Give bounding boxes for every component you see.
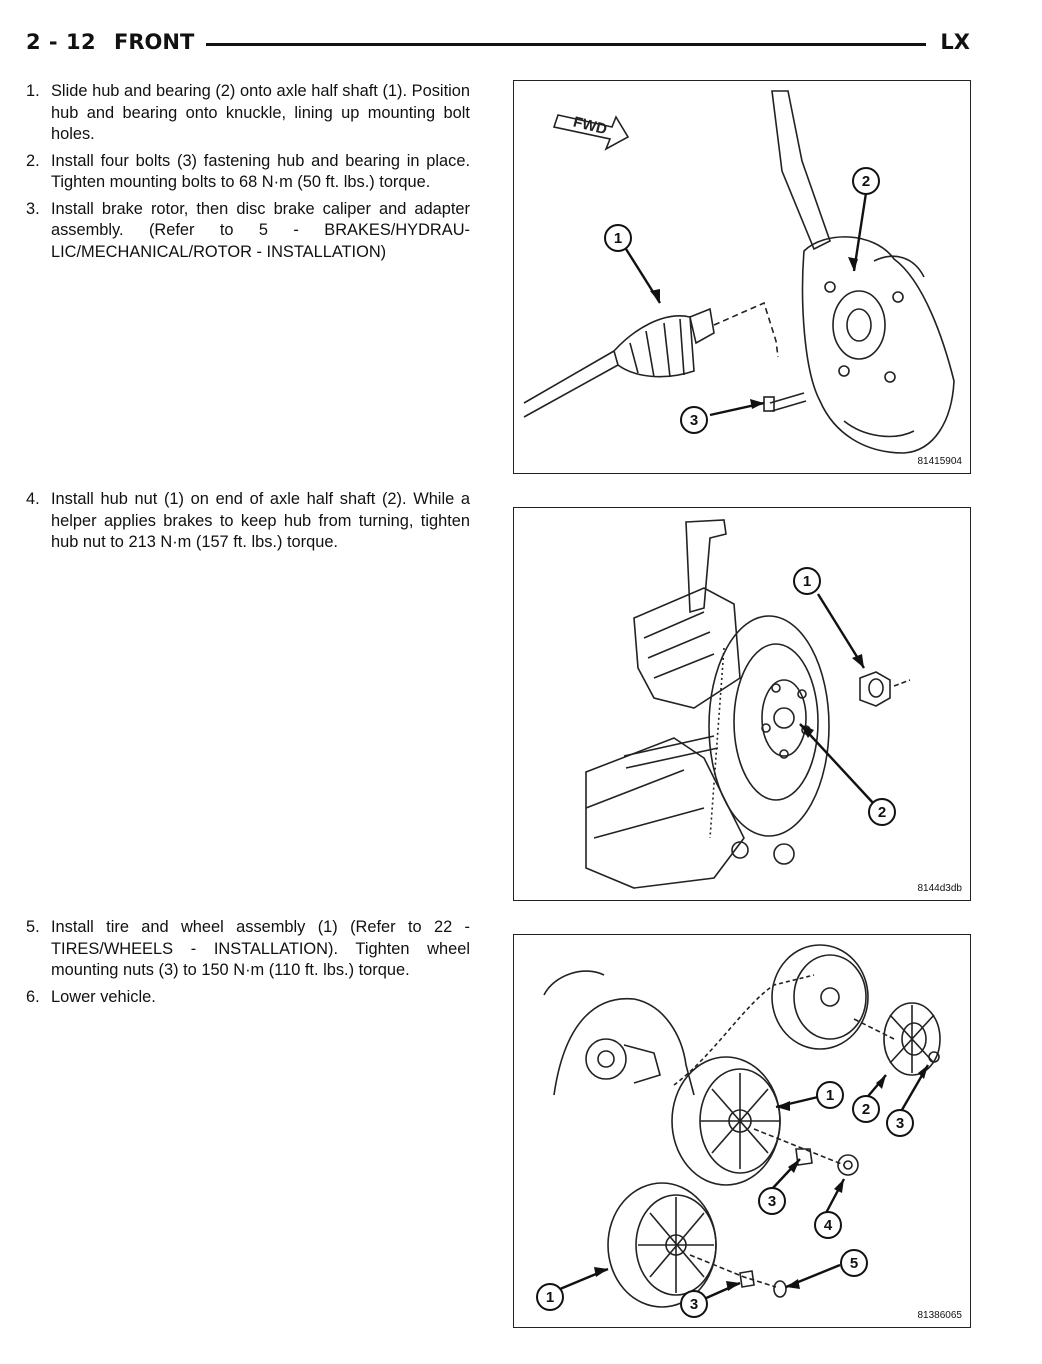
figure-id: 81386065: [917, 1310, 962, 1321]
hub-nut: [860, 672, 890, 706]
svg-text:3: 3: [895, 1115, 905, 1132]
step-item: [26, 917, 470, 982]
step-text: Install four bolts (3) fastening hub and bearing in place. Tighten mounting bolts to 68 N·m (50 ft. lbs.) torque.: [51, 151, 470, 191]
center-cap: [838, 1155, 858, 1175]
step-item: [26, 987, 470, 1009]
model-code: LX: [940, 30, 970, 54]
svg-text:5: 5: [849, 1255, 859, 1272]
svg-text:4: 4: [823, 1217, 833, 1234]
step-text: Install tire and wheel assembly (1) (Refer to 22 - TIRES/WHEELS - INSTALLATION). Tighten wheel mounting nuts (3) to 150 N·m (110 ft. lbs.) torque.: [51, 918, 470, 979]
wheel-top: [772, 945, 868, 1049]
brake-caliper: [634, 588, 740, 708]
step-number: 2.: [26, 151, 40, 170]
vehicle-hub: [586, 1039, 626, 1079]
step-item: [26, 489, 470, 554]
svg-text:2: 2: [861, 1101, 871, 1118]
step-number: 6.: [26, 987, 40, 1006]
knuckle-arm: [772, 91, 830, 249]
page-header: [26, 30, 970, 58]
step-text: Lower vehicle.: [51, 987, 156, 1006]
step-number: 4.: [26, 490, 40, 508]
step-text: Install hub nut (1) on end of axle half shaft (2). While a helper applies brakes to keep hub from turning, tighten hub nut to 213 N·m (157 ft. lbs.) torque.: [51, 490, 470, 551]
step-number: 5.: [26, 918, 40, 936]
figure-hub-nut-install: [513, 507, 971, 901]
axle-shaft: [524, 351, 618, 417]
step-text: Install brake rotor, then disc brake caliper and adapter assembly. (Refer to 5 - BRAKES/HYDRAU-LIC/MECHANICAL/ROTOR - INSTALLATION): [51, 199, 470, 261]
fender: [554, 999, 694, 1095]
svg-text:3: 3: [689, 1296, 699, 1313]
lower-control-arm: [586, 738, 744, 888]
step-item: [26, 81, 470, 146]
step-number: 3.: [26, 199, 40, 218]
svg-text:2: 2: [861, 173, 871, 190]
svg-text:3: 3: [689, 412, 699, 429]
hub-bearing: [833, 291, 885, 359]
steering-knuckle: [803, 237, 954, 453]
page-number: 2 - 12: [26, 30, 97, 54]
svg-text:1: 1: [825, 1087, 835, 1104]
strut-upright: [686, 520, 726, 612]
svg-text:1: 1: [545, 1289, 555, 1306]
step-text: Slide hub and bearing (2) onto axle half shaft (1). Position hub and bearing onto knuckle, lining up mounting bolt holes.: [51, 82, 470, 143]
hub-nut-illustration: [514, 508, 970, 900]
svg-text:1: 1: [613, 230, 623, 247]
fwd-label: FWD: [571, 113, 609, 139]
section-title: FRONT: [114, 30, 195, 54]
figure-id: 8144d3db: [917, 883, 962, 894]
mounting-bolt: [770, 393, 806, 411]
svg-text:1: 1: [802, 573, 812, 590]
tire-wheel-illustration: [514, 935, 970, 1327]
svg-text:3: 3: [767, 1193, 777, 1210]
valve-cap: [774, 1281, 786, 1297]
step-list-2: [26, 489, 470, 559]
step-item: [26, 199, 470, 264]
step-item: [26, 151, 470, 194]
step-number: 1.: [26, 82, 40, 100]
header-rule: [206, 43, 926, 46]
hub-bearing-illustration: [514, 81, 970, 473]
step-list-1: [26, 81, 470, 268]
figure-hub-bearing-install: [513, 80, 971, 474]
svg-text:2: 2: [877, 804, 887, 821]
step-list-3: [26, 917, 470, 1013]
figure-id: 81415904: [917, 456, 962, 467]
figure-tire-wheel-install: [513, 934, 971, 1328]
